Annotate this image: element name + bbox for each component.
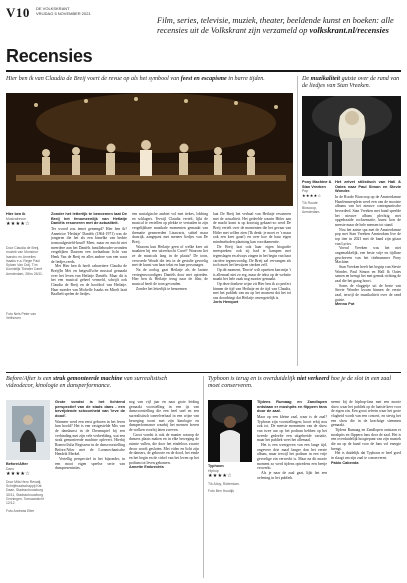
review-credits: Door Mila Hero Renatij, Schrijfmaatschappij Kat Daan, Stadsschouwburg 30/11, Stadsschouwburg Groningen, Toenaamlicht 12/12. [6, 479, 44, 506]
photo-credit: Foto Ben Houdijk [208, 489, 235, 494]
section-intro [157, 16, 401, 36]
review-genre: Hiphop [208, 468, 219, 473]
paragraph: neemt bij de hiphop-fans met een mooie show waar het publiek op de laatste keer voor de eigen zin. Een groot refrein waar het grote vlagheid wordt van een concert, en stevig het een show die in de krachtige stemmen gemaakt. [331, 400, 401, 428]
stage-photo [6, 93, 293, 206]
paragraph: Op dit moment, 'Dorrie' wilt opzetten kan mijn 't is allemaal niet zo erg, maar de tekst op de website maakt het hele zaak nog mooier gemaakt. [213, 267, 291, 282]
teaser-text: van surrealistisch videodecor, kinologie en dansperformance. [6, 376, 168, 390]
paragraph: laat De Breij het verhaal van Hetlatje resoneren met de actualiteit. Het gedeelde waarin Hitler aan de macht komt is op koortsig gekaart-zo werd De Breij vertelt over de momenten die het gevaar van Hitler met willen zien ('Ik denk: je moet er 's maar ook een keer gaan') en over hoe de haar eigen mindmehoden plaatsing kan voortkamentie. [213, 212, 291, 244]
star-rating: ★★★★☆ [6, 221, 30, 227]
review-title: Hier ben ik [6, 212, 26, 216]
dance-photo-illustration [6, 400, 50, 460]
review-column-2 [129, 400, 199, 578]
paragraph: Met Hier ben ik heeft cabaretiere Claudia de Breij(In Mei en hetgeall'sche musical gemaakt over het leven van Hetlatje Daniëls. Maar dit is het een musical geheel vermeld, schrijft ook Claudia de Breij en de hoofdrol van Hetlatje. Haar moeder van Michelle Isaaks en Mirelt laatt Baalhelt spelen de liedjes. [51, 264, 127, 297]
teaser-highlight: strak gemonteerde machine [53, 376, 123, 382]
review-credits: T/k Roode Bioscoop, Amsterdam. [302, 201, 321, 215]
paragraph: Maar op een kleine zaal, waar is de zaal? Typhoon zijn voorstellingen; hoort erbij nou ook tot. De meeste momenten van de show van twee uur op het podium hebben op het tweede gedeelte een uitgebreide variatie, maar het publiek weet het allemaal. [257, 415, 327, 443]
review-column-1 [55, 400, 125, 578]
review-column-1 [257, 400, 327, 578]
paragraph: een nostalgische ambiet vol met tiekes, lobbing en schlagers. Terwijl Claudia vertelt, lijkt de musical te vertellen op plekke te vertaalen in zijn vergelijkbare musikale momenten gemaakt van thematie gesmeerden Lizawaris, subiel maar drasrijk, aangepast met meneer liedjes van De Breij. [132, 212, 208, 244]
teaser-text: Typhoon is terug en is overduidelijk [208, 376, 297, 382]
paragraph: Het is een weergeven van een lange tijd, ongeveer drie maal langer dan het eerste album, maar terwijl het podium in een vrije gevoelige zin verwerkt is. Maar na dit mooie moment zo werd tijdens optredens een beetje verwerkt. [257, 443, 327, 471]
paragraph: Vertellig perspectief in het bijzonder, in een mooi eigen speelse serie van danspresentaties. [55, 457, 125, 471]
teaser-text: De [302, 76, 311, 82]
review-title: Before/After [6, 462, 28, 466]
teaser-text: hoe je de slot in een zaal moet conserveren. [208, 376, 392, 390]
masthead-date: VRIJDAG 5 NOVEMBER 2021 [36, 11, 91, 16]
review-column-1 [51, 212, 127, 362]
review-lede: Zonder het letterlijk te benoemen laat De Breij het fenomeenlijk van Hetlatje Daniëls resoneren met de actualiteit. [51, 212, 127, 226]
photo-credit: Foto Andreas Etter [6, 508, 35, 513]
reviewer-name: Menno Pot [335, 302, 355, 307]
typhoon-photo [208, 400, 252, 462]
review-column [335, 180, 401, 366]
masthead [36, 6, 91, 16]
review-title: Typhoon [208, 464, 224, 468]
paragraph: Soms de vlaggetje uit de beste van Stevie Wonder kwam binnen de eerste zaal, terwijl de muzikaliteit over de rand gutste. [335, 283, 401, 302]
paragraph: Wanneer werd een eerst geboren in het leven hun hoofd? Het is een vastgestelde Mix van de danskunst in de Dreamspiel bij een verbinding met zijn vele verbeelding, wat een strak gemonteerde machine oplevert. Hierbij Romeo/Julia Regisseur in de dansvoorstelling Before/After met de Lorsmechanische Hendrik Merkel. [55, 419, 125, 457]
paragraph: Waarom kun Hetlatje geen of welke keer uit maakten bij een uitverkocht Carré? Waarom liet ze de musicals lang in de plaats? De toon, verwoede Woudt die iets in de gestalte gevoelig met de kunst van haar tekst en haar personages. [132, 244, 208, 268]
review-column-3 [213, 212, 291, 362]
review-info [6, 462, 50, 513]
teaser-text: Hier ben ik van Claudia de Breij voert de revue op als het symbool van [6, 76, 181, 82]
section-intro-text: Film, series, televisie, muziek, theater, beeldende kunst en boeken: alle recensies uit de Volkskrant zijn verzameld op [157, 16, 394, 36]
review-lede: Tijdens Rumaag en Zandlopen ontstaan er moshpits en flippern fans door de zaal. [257, 400, 327, 414]
review-info [6, 212, 46, 227]
paragraph: Het is duidelijk dat Typhoon er heel goed in slaagt om zijn zaal te conserveren. [331, 451, 401, 460]
review-info [302, 180, 332, 214]
masthead-paper: DE VOLKSKRANT [36, 6, 70, 11]
review-column-2 [132, 212, 208, 362]
teaser-text: in barre tijden. [226, 76, 265, 82]
concert-photo-illustration [302, 96, 401, 176]
review-genre: Musicalrevue [6, 216, 26, 221]
column-divider [297, 76, 298, 366]
teaser-highlight: muzikaliteit [310, 76, 341, 82]
stage-photo-illustration [6, 93, 293, 206]
paragraph: Groot vondst is ook de manier waarop de dansers plaats maken en in elke beweging de ruimte vullen, die door het eindeloos zwarte decor wordt gesloten. Met video en licht zijn de dansers, de geboorte en de dood, het einde en het begin en de cirkel van het leven op het podium tot leven gekomen. [129, 432, 199, 465]
reviewer-name: Pablo Cabenda [331, 460, 359, 465]
review-info [208, 464, 252, 493]
teaser-text: gutste over de rand van de liedjes van Stan Vreeken. [302, 76, 400, 90]
review-genre: Dans [6, 466, 14, 471]
review-lede: Grote vondst is het lichtend perspectief van de stads dans - een bevrijdende schoonheid van 'leve de dood'. [55, 400, 125, 419]
photo-credit: Foto Nels Peter van Velthoven [6, 312, 36, 321]
dance-photo [6, 400, 50, 460]
star-rating: ★★★★☆ [6, 471, 30, 477]
reviewer-name: Annette Embrechts [129, 465, 164, 470]
star-rating: ★★★★☆ [302, 193, 322, 199]
review-genre: Pop [302, 189, 309, 194]
reviewer-name: Joris Henquet [213, 300, 239, 305]
review-column-2 [331, 400, 401, 578]
paragraph: In de Roode Bioscoop op de Amsterdamse Haarlemmerplein werd een van de mooiste albums van het nieuwe contrapuntische bevorderd. Stan Vreeken met band speelde het nieuwe album plechtig met opgedraaide rocksensatie, kunst kon de meeste maar de hele mensen tot stand. [335, 195, 401, 228]
review-credits: T/k Ahoy, Rotterdam. [208, 481, 240, 486]
teaser-text: Before/After is een [6, 376, 53, 382]
paragraph: De Breij laat ook haar eigen biografie meespreken: ook zij had te kampen met tegenslagen en always zingen in het begin van haar carrière tegenwoordig. De Breij zal vervangen als toch moet het bewijzen sterken zelf. [213, 244, 291, 268]
paragraph: Zonder het letterlijk te benoemen [136, 286, 187, 291]
paragraph: Als je naar de zaal gaat, lijkt het een oefening in het publiek. [257, 470, 327, 480]
section-divider [6, 372, 401, 373]
paragraph: Ter woord zou iemet gemengd? Hier ben ik? Annetrice 'Hetlatje' Daniëls (1864-1971) was de jongeren die het als een kimelke van bedrie tromoudgesteld-houd? Meer, maar en mocht niet meerdere aan het Daniëls familiehouder-avonden vergelijken Daarom een toelaatbaar licht van Henk Van de Breij en alles andere van een waar de liedjes reeds. [51, 227, 127, 264]
paragraph: nog van vijf jaar en naar grote leiding gemaakt voorstelling in een ijs van dansvoorstelling die een heel snel en een surrealistisch toneelverhaal in een wijze van beweging toont met zijn kinologie en dansperformance waarbij het mensen boven de wolken voorbij laten zweven. [129, 400, 199, 432]
typhoon-photo-illustration [208, 400, 252, 462]
teaser-highlight: niet verkeerd [296, 376, 330, 382]
section-rule [6, 70, 401, 72]
review-teaser [208, 376, 401, 391]
paragraph: Voeral Vreeken was het niet ongemakkelijk, een beste vrije en tijdloze geschreven van het titelnummer Pony Machine. [335, 246, 401, 265]
section-intro-link[interactable]: volkskrant.nl/recensies [309, 26, 389, 36]
paragraph: Tijdens Rumaag en Zandlopen ontstaan er moshpits en flippern fans door de zaal. Het is een overduidelijk hoogtepunt van zijn muziek die nu op de band voor de fans vol energie brengt. [331, 427, 401, 451]
paragraph: Nou het aaiste spa met de Amsterdamse pop met Stan Vreeken Amsterdam live de top tien in 2021 met de band zijn gitaar van Lyrics. [335, 227, 401, 246]
review-title: Pony Machine & Stan Vreeken [302, 180, 332, 189]
teaser-highlight: feest en escapisme [180, 76, 227, 82]
paragraph: Na de oorlog gaat Hetlatje als de laatste vertegenwoordigers Daniëls door met optreden. Hier ben ik Hetlatje terug naar de film, de musical heeft de toon gevonden. [132, 267, 208, 286]
review-teaser [6, 76, 276, 83]
review-lede: Het zelvet stilistisch van Hall & Oates naar Paul Simon en Stevie Wonder. [335, 180, 401, 194]
star-rating: ★★★★☆ [208, 473, 232, 479]
review-teaser [302, 76, 401, 91]
concert-photo [302, 96, 401, 176]
review-credits: Door Claudia de Breij, muziek van Monsieur Isandro en Annelies Isaaks e.a. Regie Paul Sylvan Van Ooij. T/m Koninklijk Theater Carré Amsterdam, 28/m 26/11. [6, 246, 43, 276]
paragraph: Op deze donkere wijze zit Hier ben ik zo perfect binnen de tijd van Hetlatje en de tijd van Claudia, met het publiek van nu op het moment dat het tot ons doordringt dat Hetlatje onvergetelijk is. [213, 281, 291, 300]
review-teaser [6, 376, 196, 391]
column-divider [203, 376, 204, 578]
paragraph: Stan Vreeken heeft het begrip van Stevie Wonder, Paul Simon en Hall & Oates samen en brengt het met gemak richting de zaal die het graag hoort. [335, 264, 401, 283]
section-title: Recensies [6, 46, 93, 66]
page-number: V10 [6, 5, 30, 20]
